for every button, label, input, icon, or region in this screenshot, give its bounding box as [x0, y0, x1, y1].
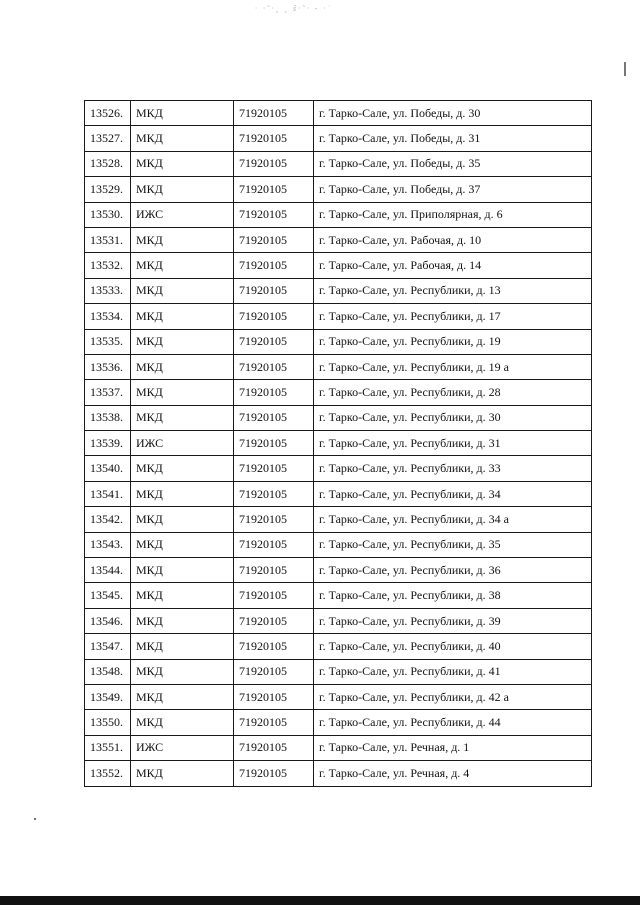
oktmo-code-cell: 71920105	[234, 735, 314, 760]
row-number-cell: 13526.	[85, 101, 131, 126]
address-cell: г. Тарко-Сале, ул. Республики, д. 34	[314, 481, 592, 506]
row-number-cell: 13538.	[85, 405, 131, 430]
oktmo-code-cell: 71920105	[234, 227, 314, 252]
row-number-cell: 13543.	[85, 532, 131, 557]
building-type-cell: МКД	[131, 380, 234, 405]
table-row	[85, 532, 592, 557]
table-row	[85, 558, 592, 583]
building-type-cell: МКД	[131, 481, 234, 506]
row-number-cell: 13530.	[85, 202, 131, 227]
row-number-cell: 13551.	[85, 735, 131, 760]
building-type-cell: МКД	[131, 507, 234, 532]
row-number-cell: 13534.	[85, 304, 131, 329]
row-number-cell: 13527.	[85, 126, 131, 151]
scan-dot	[34, 818, 36, 820]
row-number-cell: 13544.	[85, 558, 131, 583]
row-number-cell: 13550.	[85, 710, 131, 735]
table-row	[85, 101, 592, 126]
table-row	[85, 354, 592, 379]
address-cell: г. Тарко-Сале, ул. Рабочая, д. 14	[314, 253, 592, 278]
address-cell: г. Тарко-Сале, ул. Республики, д. 40	[314, 634, 592, 659]
building-type-cell: МКД	[131, 583, 234, 608]
building-type-cell: МКД	[131, 253, 234, 278]
building-type-cell: МКД	[131, 151, 234, 176]
oktmo-code-cell: 71920105	[234, 507, 314, 532]
address-cell: г. Тарко-Сале, ул. Победы, д. 37	[314, 177, 592, 202]
row-number-cell: 13537.	[85, 380, 131, 405]
building-type-cell: МКД	[131, 405, 234, 430]
oktmo-code-cell: 71920105	[234, 380, 314, 405]
table-row	[85, 151, 592, 176]
oktmo-code-cell: 71920105	[234, 659, 314, 684]
oktmo-code-cell: 71920105	[234, 329, 314, 354]
row-number-cell: 13533.	[85, 278, 131, 303]
table-row	[85, 329, 592, 354]
oktmo-code-cell: 71920105	[234, 481, 314, 506]
building-type-cell: МКД	[131, 710, 234, 735]
address-cell: г. Тарко-Сале, ул. Республики, д. 39	[314, 608, 592, 633]
row-number-cell: 13540.	[85, 456, 131, 481]
address-cell: г. Тарко-Сале, ул. Речная, д. 4	[314, 761, 592, 786]
row-number-cell: 13547.	[85, 634, 131, 659]
table-row	[85, 405, 592, 430]
address-cell: г. Тарко-Сале, ул. Республики, д. 36	[314, 558, 592, 583]
oktmo-code-cell: 71920105	[234, 126, 314, 151]
oktmo-code-cell: 71920105	[234, 202, 314, 227]
table-row	[85, 227, 592, 252]
oktmo-code-cell: 71920105	[234, 177, 314, 202]
address-cell: г. Тарко-Сале, ул. Победы, д. 30	[314, 101, 592, 126]
row-number-cell: 13539.	[85, 431, 131, 456]
row-number-cell: 13541.	[85, 481, 131, 506]
row-number-cell: 13532.	[85, 253, 131, 278]
row-number-cell: 13528.	[85, 151, 131, 176]
address-cell: г. Тарко-Сале, ул. Республики, д. 13	[314, 278, 592, 303]
registry-body	[85, 101, 592, 787]
address-cell: г. Тарко-Сале, ул. Речная, д. 1	[314, 735, 592, 760]
address-cell: г. Тарко-Сале, ул. Республики, д. 42 а	[314, 684, 592, 709]
building-type-cell: МКД	[131, 634, 234, 659]
address-cell: г. Тарко-Сале, ул. Республики, д. 17	[314, 304, 592, 329]
address-cell: г. Тарко-Сале, ул. Республики, д. 31	[314, 431, 592, 456]
oktmo-code-cell: 71920105	[234, 761, 314, 786]
table-row	[85, 583, 592, 608]
building-type-cell: МКД	[131, 532, 234, 557]
row-number-cell: 13535.	[85, 329, 131, 354]
row-number-cell: 13549.	[85, 684, 131, 709]
address-cell: г. Тарко-Сале, ул. Республики, д. 19	[314, 329, 592, 354]
table-row	[85, 380, 592, 405]
address-cell: г. Тарко-Сале, ул. Республики, д. 33	[314, 456, 592, 481]
oktmo-code-cell: 71920105	[234, 431, 314, 456]
building-type-cell: МКД	[131, 761, 234, 786]
oktmo-code-cell: 71920105	[234, 304, 314, 329]
address-cell: г. Тарко-Сале, ул. Республики, д. 34 а	[314, 507, 592, 532]
table-row	[85, 608, 592, 633]
address-cell: г. Тарко-Сале, ул. Приполярная, д. 6	[314, 202, 592, 227]
table-row	[85, 253, 592, 278]
oktmo-code-cell: 71920105	[234, 583, 314, 608]
building-type-cell: ИЖС	[131, 735, 234, 760]
building-type-cell: МКД	[131, 456, 234, 481]
scan-artifact: · ·˜·¸ ¸ ŝ·˜· - ·˙	[255, 4, 333, 13]
address-cell: г. Тарко-Сале, ул. Республики, д. 44	[314, 710, 592, 735]
address-registry-table	[84, 100, 592, 787]
address-cell: г. Тарко-Сале, ул. Рабочая, д. 10	[314, 227, 592, 252]
address-cell: г. Тарко-Сале, ул. Победы, д. 31	[314, 126, 592, 151]
address-cell: г. Тарко-Сале, ул. Победы, д. 35	[314, 151, 592, 176]
building-type-cell: МКД	[131, 304, 234, 329]
table-row	[85, 278, 592, 303]
table-row	[85, 710, 592, 735]
table-row	[85, 126, 592, 151]
address-cell: г. Тарко-Сале, ул. Республики, д. 35	[314, 532, 592, 557]
building-type-cell: МКД	[131, 354, 234, 379]
oktmo-code-cell: 71920105	[234, 558, 314, 583]
building-type-cell: МКД	[131, 558, 234, 583]
building-type-cell: МКД	[131, 101, 234, 126]
table-row	[85, 431, 592, 456]
building-type-cell: ИЖС	[131, 202, 234, 227]
address-cell: г. Тарко-Сале, ул. Республики, д. 38	[314, 583, 592, 608]
address-cell: г. Тарко-Сале, ул. Республики, д. 30	[314, 405, 592, 430]
table-row	[85, 659, 592, 684]
oktmo-code-cell: 71920105	[234, 710, 314, 735]
oktmo-code-cell: 71920105	[234, 278, 314, 303]
oktmo-code-cell: 71920105	[234, 151, 314, 176]
table-row	[85, 507, 592, 532]
building-type-cell: МКД	[131, 659, 234, 684]
table-row	[85, 634, 592, 659]
address-cell: г. Тарко-Сале, ул. Республики, д. 19 а	[314, 354, 592, 379]
building-type-cell: МКД	[131, 126, 234, 151]
address-cell: г. Тарко-Сале, ул. Республики, д. 28	[314, 380, 592, 405]
oktmo-code-cell: 71920105	[234, 354, 314, 379]
building-type-cell: МКД	[131, 684, 234, 709]
building-type-cell: МКД	[131, 329, 234, 354]
oktmo-code-cell: 71920105	[234, 101, 314, 126]
table-row	[85, 202, 592, 227]
building-type-cell: ИЖС	[131, 431, 234, 456]
building-type-cell: МКД	[131, 177, 234, 202]
table-row	[85, 177, 592, 202]
row-number-cell: 13546.	[85, 608, 131, 633]
address-cell: г. Тарко-Сале, ул. Республики, д. 41	[314, 659, 592, 684]
building-type-cell: МКД	[131, 608, 234, 633]
row-number-cell: 13552.	[85, 761, 131, 786]
table-row	[85, 684, 592, 709]
table-row	[85, 481, 592, 506]
oktmo-code-cell: 71920105	[234, 634, 314, 659]
scan-edge-mark	[624, 62, 626, 76]
oktmo-code-cell: 71920105	[234, 684, 314, 709]
oktmo-code-cell: 71920105	[234, 253, 314, 278]
building-type-cell: МКД	[131, 278, 234, 303]
oktmo-code-cell: 71920105	[234, 532, 314, 557]
row-number-cell: 13536.	[85, 354, 131, 379]
row-number-cell: 13548.	[85, 659, 131, 684]
building-type-cell: МКД	[131, 227, 234, 252]
scan-bottom-edge	[0, 896, 640, 905]
oktmo-code-cell: 71920105	[234, 456, 314, 481]
oktmo-code-cell: 71920105	[234, 405, 314, 430]
oktmo-code-cell: 71920105	[234, 608, 314, 633]
table-row	[85, 761, 592, 786]
row-number-cell: 13529.	[85, 177, 131, 202]
row-number-cell: 13531.	[85, 227, 131, 252]
table-row	[85, 456, 592, 481]
table-row	[85, 735, 592, 760]
row-number-cell: 13545.	[85, 583, 131, 608]
row-number-cell: 13542.	[85, 507, 131, 532]
table-row	[85, 304, 592, 329]
